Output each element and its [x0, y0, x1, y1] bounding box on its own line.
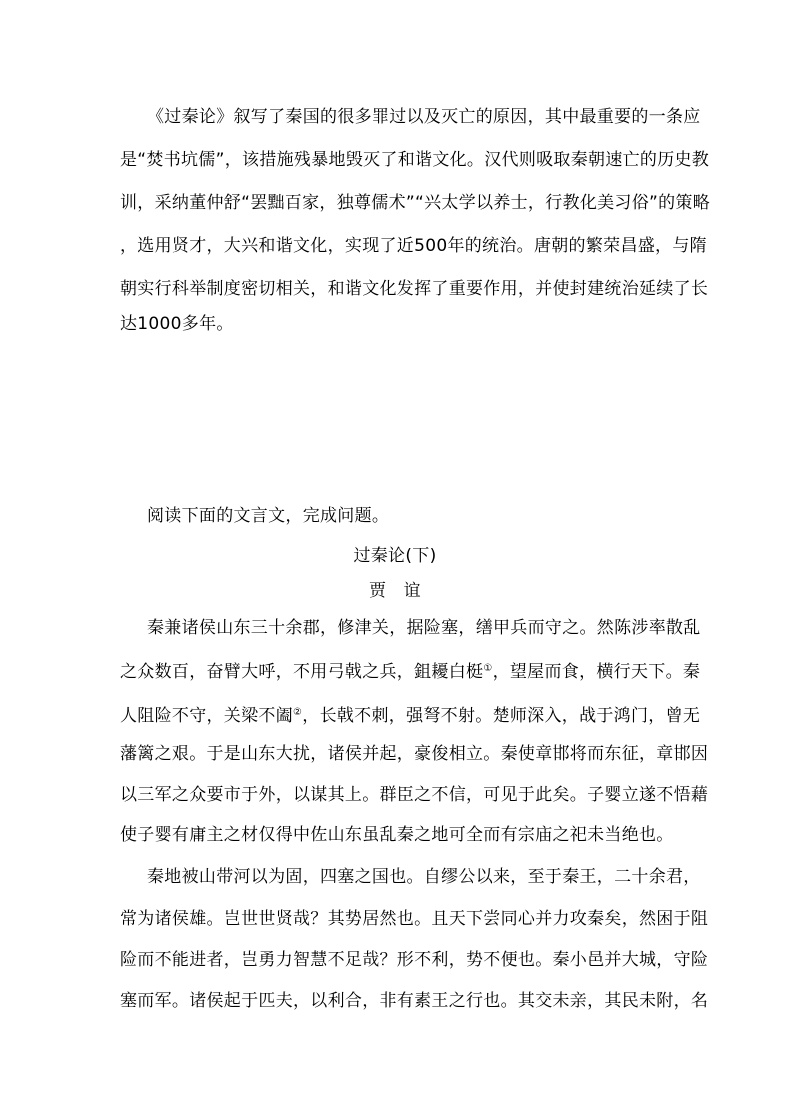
paragraph-line: 以三军之众要市于外，以谋其上。群臣之不信，可见于此矣。子婴立遂不悟藉	[120, 785, 709, 805]
paragraph-line	[120, 706, 701, 726]
footnote-marker: ②	[293, 707, 303, 718]
line-segment: 之众数百，奋臂大呼，不用弓戟之兵，鉏耰白梃	[120, 662, 484, 682]
article-title: 过秦论(下)	[353, 546, 437, 566]
paragraph-line: 《过秦论》叙写了秦国的很多罪过以及灭亡的原因，其中最重要的一条应	[147, 107, 701, 127]
paragraph-line: 常为诸侯雄。岂世世贤哉？其势居然也。且天下尝同心并力攻秦矣，然困于阻	[120, 909, 709, 929]
paragraph-line: 使子婴有庸主之材仅得中佐山东虽乱秦之地可全而有宗庙之祀未当绝也。	[120, 825, 674, 845]
paragraph-line: 训，采纳董仲舒“罢黜百家，独尊儒术”“兴太学以养士，行教化美习俗”的策略	[120, 193, 711, 213]
paragraph-line: 塞而军。诸侯起于匹夫，以利合，非有素王之行也。其交未亲，其民未附，名	[120, 991, 709, 1011]
paragraph-line: ，选用贤才，大兴和谐文化，实现了近500年的统治。唐朝的繁荣昌盛，与隋	[120, 236, 707, 256]
footnote-marker: ①	[483, 663, 493, 674]
article-author: 贾 谊	[369, 581, 421, 601]
line-segment: 人阻险不守，关梁不阖	[120, 706, 293, 726]
paragraph-line	[120, 662, 701, 682]
line-segment: ，长戟不刺，强弩不射。楚师深入，战于鸿门，曾无	[302, 706, 701, 726]
instruction-text: 阅读下面的文言文，完成问题。	[147, 506, 390, 526]
paragraph-line: 是“焚书坑儒”，该措施残暴地毁灭了和谐文化。汉代则吸取秦朝速亡的历史教	[120, 150, 710, 170]
paragraph-line: 秦地被山带河以为固，四塞之国也。自缪公以来，至于秦王，二十余君，	[147, 867, 701, 887]
paragraph-line: 达1000多年。	[120, 314, 234, 334]
line-segment: ，望屋而食，横行天下。秦	[492, 662, 701, 682]
paragraph-line: 险而不能进者，岂勇力智慧不足哉？形不利，势不便也。秦小邑并大城，守险	[120, 950, 709, 970]
paragraph-line: 藩篱之艰。于是山东大扰，诸侯并起，豪俊相立。秦使章邯将而东征，章邯因	[120, 744, 709, 764]
paragraph-line: 朝实行科举制度密切相关，和谐文化发挥了重要作用，并使封建统治延续了长	[120, 279, 709, 299]
paragraph-line: 秦兼诸侯山东三十余郡，修津关，据险塞，缮甲兵而守之。然陈涉率散乱	[147, 618, 701, 638]
